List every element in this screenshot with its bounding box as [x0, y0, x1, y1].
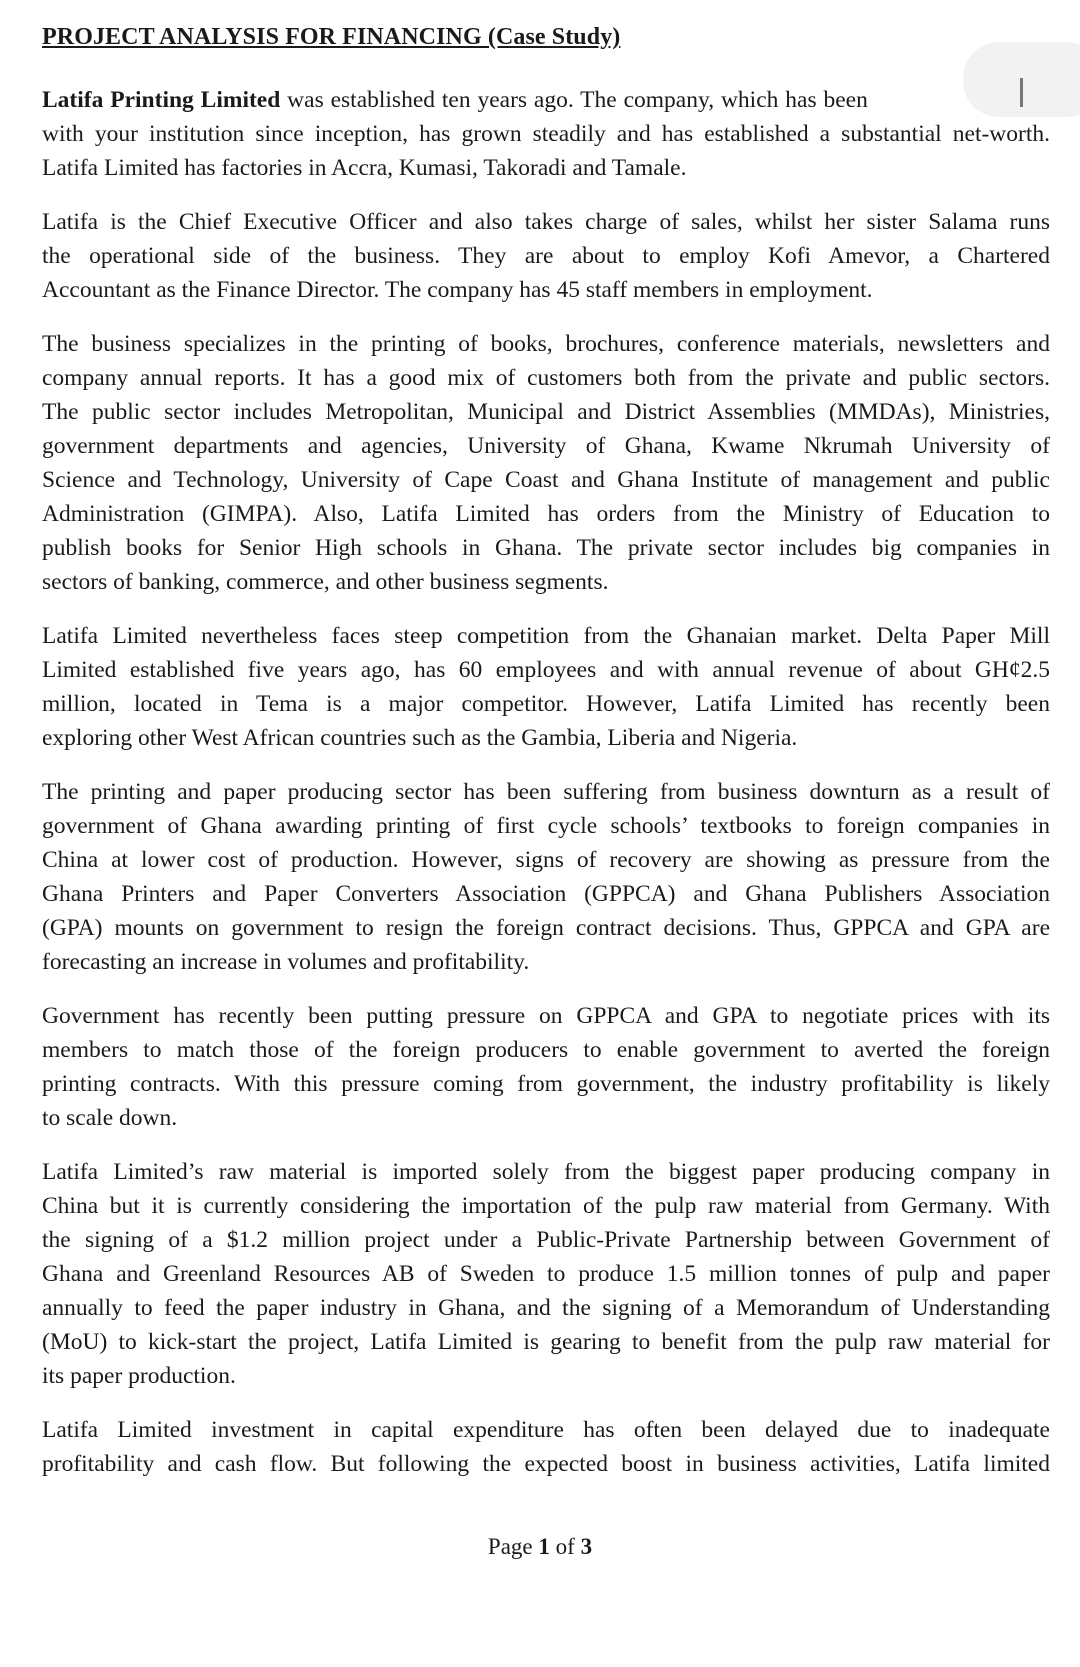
page-footer	[0, 1534, 1080, 1560]
text-line: annually to feed the paper industry in Ghana, and the signing of a Memorandum of Understanding	[42, 1295, 1050, 1321]
text-line: the signing of a $1.2 million project under a Public-Private Partnership between Government of	[42, 1227, 1050, 1253]
text-line: Latifa Limited has factories in Accra, Kumasi, Takoradi and Tamale.	[42, 155, 687, 181]
text-line: sectors of banking, commerce, and other business segments.	[42, 569, 609, 595]
paragraph	[42, 205, 1050, 307]
text-line: the operational side of the business. They are about to employ Kofi Amevor, a Chartered	[42, 243, 1050, 269]
total-pages: 3	[580, 1534, 593, 1559]
text-line: publish books for Senior High schools in Ghana. The private sector includes big companies in	[42, 535, 1050, 561]
text-line: Limited established five years ago, has 60 employees and with annual revenue of about GH¢2.5	[42, 657, 1050, 683]
text-line	[42, 83, 942, 117]
text-line: Science and Technology, University of Cape Coast and Ghana Institute of management and public	[42, 467, 1050, 493]
text-line: The public sector includes Metropolitan, Municipal and District Assemblies (MMDAs), Ministries,	[42, 399, 1050, 425]
text-line: to scale down.	[42, 1105, 178, 1131]
current-page: 1	[538, 1534, 550, 1559]
paragraph	[42, 619, 1050, 755]
text-line: forecasting an increase in volumes and profitability.	[42, 949, 530, 975]
paragraph	[42, 999, 1050, 1135]
paragraph	[42, 775, 1050, 979]
text-line: its paper production.	[42, 1363, 236, 1389]
text-line: Ghana and Greenland Resources AB of Sweden to produce 1.5 million tonnes of pulp and paper	[42, 1261, 1050, 1287]
company-name: Latifa Printing Limited	[42, 87, 281, 113]
text-line: exploring other West African countries such as the Gambia, Liberia and Nigeria.	[42, 725, 798, 751]
scroll-handle-icon	[1020, 78, 1023, 107]
text-line: Latifa Limited’s raw material is imported solely from the biggest paper producing company in	[42, 1159, 1050, 1185]
paragraph	[42, 327, 1050, 599]
text-line: Government has recently been putting pressure on GPPCA and GPA to negotiate prices with its	[42, 1003, 1050, 1029]
footer-prefix: Page	[487, 1534, 539, 1559]
text-line: China but it is currently considering the importation of the pulp raw material from Germany. With	[42, 1193, 1050, 1219]
document-body	[42, 83, 1050, 1501]
document-title: PROJECT ANALYSIS FOR FINANCING (Case Study)	[42, 24, 621, 50]
page-indicator-pill[interactable]	[963, 42, 1080, 117]
text-line: The printing and paper producing sector has been suffering from business downturn as a result of	[42, 779, 1050, 805]
text-line: Latifa is the Chief Executive Officer and also takes charge of sales, whilst her sister Salama runs	[42, 209, 1050, 235]
text-line: (GPA) mounts on government to resign the foreign contract decisions. Thus, GPPCA and GPA are	[42, 915, 1050, 941]
text-line: The business specializes in the printing of books, brochures, conference materials, newsletters and	[42, 331, 1050, 357]
text-line: million, located in Tema is a major competitor. However, Latifa Limited has recently been	[42, 691, 1050, 717]
text-line: company annual reports. It has a good mix of customers both from the private and public sectors.	[42, 365, 1050, 391]
paragraph	[42, 1155, 1050, 1393]
line-text: was established ten years ago. The company, which has been	[280, 87, 868, 113]
text-line: Accountant as the Finance Director. The company has 45 staff members in employment.	[42, 277, 873, 303]
text-line: (MoU) to kick-start the project, Latifa Limited is gearing to benefit from the pulp raw material for	[42, 1329, 1050, 1355]
footer-middle: of	[549, 1534, 581, 1559]
text-line: Ghana Printers and Paper Converters Association (GPPCA) and Ghana Publishers Association	[42, 881, 1050, 907]
paragraph	[42, 83, 1050, 185]
text-line: members to match those of the foreign producers to enable government to averted the foreign	[42, 1037, 1050, 1063]
text-line: government departments and agencies, University of Ghana, Kwame Nkrumah University of	[42, 433, 1050, 459]
text-line: profitability and cash flow. But following the expected boost in business activities, Latifa limited	[42, 1451, 1050, 1477]
text-line: Administration (GIMPA). Also, Latifa Limited has orders from the Ministry of Education to	[42, 501, 1050, 527]
text-line: Latifa Limited nevertheless faces steep competition from the Ghanaian market. Delta Paper Mill	[42, 623, 1050, 649]
text-line: with your institution since inception, has grown steadily and has established a substantial net-worth.	[42, 121, 1050, 147]
paragraph	[42, 1413, 1050, 1481]
text-line: printing contracts. With this pressure coming from government, the industry profitability is likely	[42, 1071, 1050, 1097]
text-line: China at lower cost of production. However, signs of recovery are showing as pressure from the	[42, 847, 1050, 873]
text-line: government of Ghana awarding printing of first cycle schools’ textbooks to foreign companies in	[42, 813, 1050, 839]
text-line: Latifa Limited investment in capital expenditure has often been delayed due to inadequate	[42, 1417, 1050, 1443]
